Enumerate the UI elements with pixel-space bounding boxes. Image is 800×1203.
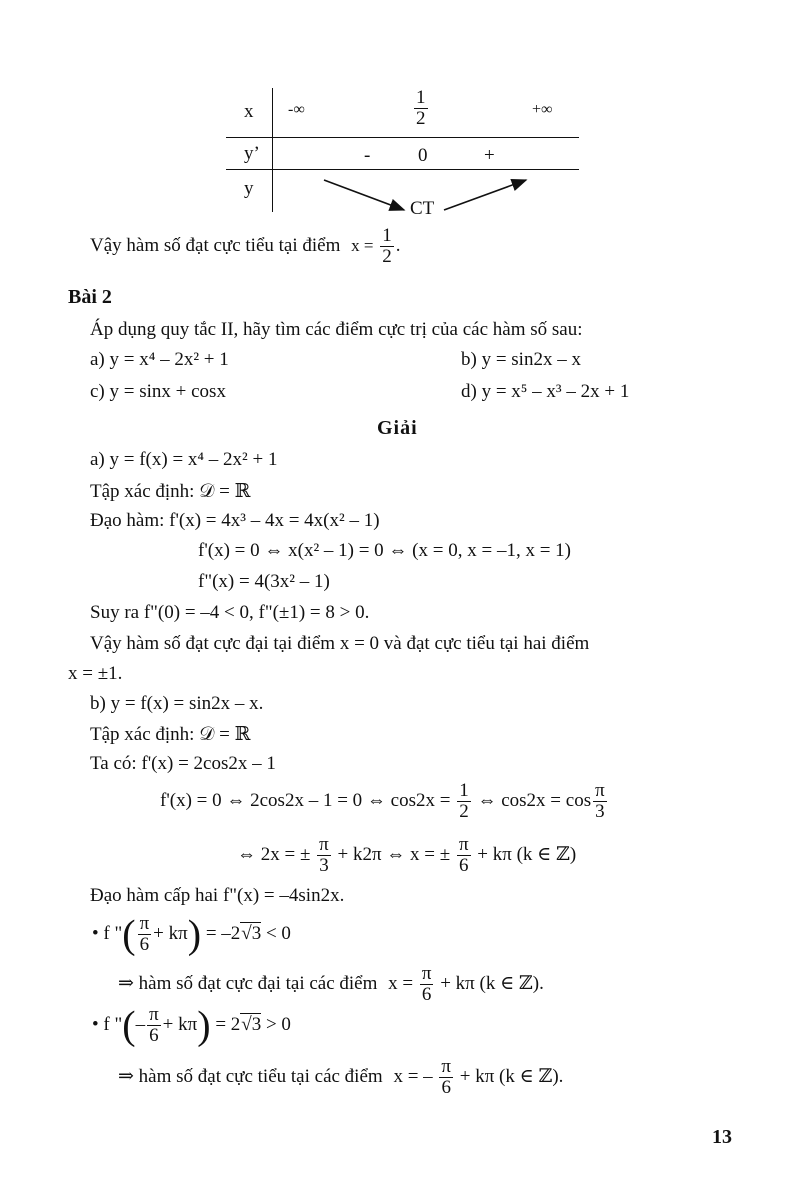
solution-a-conclusion-1: Vậy hàm số đạt cực đại tại điểm x = 0 và đạt cực tiểu tại hai điểm	[90, 633, 590, 654]
solution-b-second: Đạo hàm cấp hai f"(x) = –4sin2x.	[90, 885, 345, 906]
exercise-item-d: d) y = x⁵ – x³ – 2x + 1	[461, 381, 630, 402]
table-dy-left: -	[364, 145, 371, 166]
bullet-2: • f "(– $\frac{\pi}{6}$ + kπ) = 2√3 > 0	[92, 1002, 291, 1048]
decreasing-arrow	[324, 180, 404, 210]
table-y-label: y	[244, 178, 254, 199]
table-arrows	[320, 172, 540, 222]
solution-a-second: f"(x) = 4(3x² – 1)	[198, 571, 330, 592]
solution-a-head: a) y = f(x) = x⁴ – 2x² + 1	[90, 449, 278, 470]
exercise-title: Bài 2	[68, 286, 112, 308]
solution-a-conclusion-2: x = ±1.	[68, 663, 123, 684]
table-divider-top	[226, 137, 579, 138]
table-dy-mid: 0	[418, 145, 428, 166]
bullet-2-conclusion: ⇒ hàm số đạt cực tiểu tại các điểm x = – $\frac{\pi}{6}$ + kπ (k ∈ ℤ).	[118, 1056, 564, 1098]
table-divider-vertical	[272, 88, 273, 212]
table-dy-label: y’	[244, 143, 260, 164]
solution-title: Giải	[377, 417, 418, 439]
solution-a-infer: Suy ra f"(0) = –4 < 0, f"(±1) = 8 > 0.	[90, 602, 370, 623]
table-divider-mid	[226, 169, 579, 170]
increasing-arrow	[444, 180, 526, 210]
table-x-mid: $\frac{1}{2}$	[416, 87, 426, 129]
exercise-item-b: b) y = sin2x – x	[461, 349, 581, 370]
solution-b-domain: Tập xác định: 𝒟 = ℝ	[90, 724, 251, 745]
solution-b-equation-2: ⇔ 2x = ± $\frac{\pi}{3}$ + k2π ⇔ x = ± $\frac{\pi}{6}$ + kπ (k ∈ ℤ)	[237, 834, 577, 876]
table-dy-right: +	[484, 145, 495, 166]
exercise-item-c: c) y = sinx + cosx	[90, 381, 226, 402]
table-y-min-label: CT	[410, 198, 435, 219]
table-x-left: -∞	[288, 101, 305, 118]
page-number: 13	[712, 1126, 732, 1148]
table-x-label: x	[244, 101, 254, 122]
bullet-1-conclusion: ⇒ hàm số đạt cực đại tại các điểm x = $\frac{\pi}{6}$ + kπ (k ∈ ℤ).	[118, 963, 544, 1005]
exercise-prompt: Áp dụng quy tắc II, hãy tìm các điểm cực trị của các hàm số sau:	[90, 319, 583, 340]
exercise-item-a: a) y = x⁴ – 2x² + 1	[90, 349, 229, 370]
table-x-right: +∞	[532, 101, 553, 118]
bullet-dot: •	[92, 1013, 99, 1035]
bullet-1: • f "( $\frac{\pi}{6}$ + kπ) = –2√3 < 0	[92, 911, 291, 957]
bullet-dot: •	[92, 922, 99, 944]
solution-a-derivative: Đạo hàm: f'(x) = 4x³ – 4x = 4x(x² – 1)	[90, 510, 380, 531]
solution-b-equation-1: f'(x) = 0 ⇔ 2cos2x – 1 = 0 ⇔ cos2x = $\frac{1}{2}$ ⇔ cos2x = cos $\frac{\pi}{3}$	[160, 780, 605, 822]
solution-b-head: b) y = f(x) = sin2x – x.	[90, 693, 264, 714]
solution-a-zero: f'(x) = 0 ⇔ x(x² – 1) = 0 ⇔ (x = 0, x = –1, x = 1)	[198, 540, 571, 561]
solution-b-derivative: Ta có: f'(x) = 2cos2x – 1	[90, 753, 276, 774]
conclusion-min-line: Vậy hàm số đạt cực tiểu tại điểm x = $\frac{1}{2}$ .	[90, 225, 401, 267]
solution-a-domain: Tập xác định: 𝒟 = ℝ	[90, 481, 251, 502]
